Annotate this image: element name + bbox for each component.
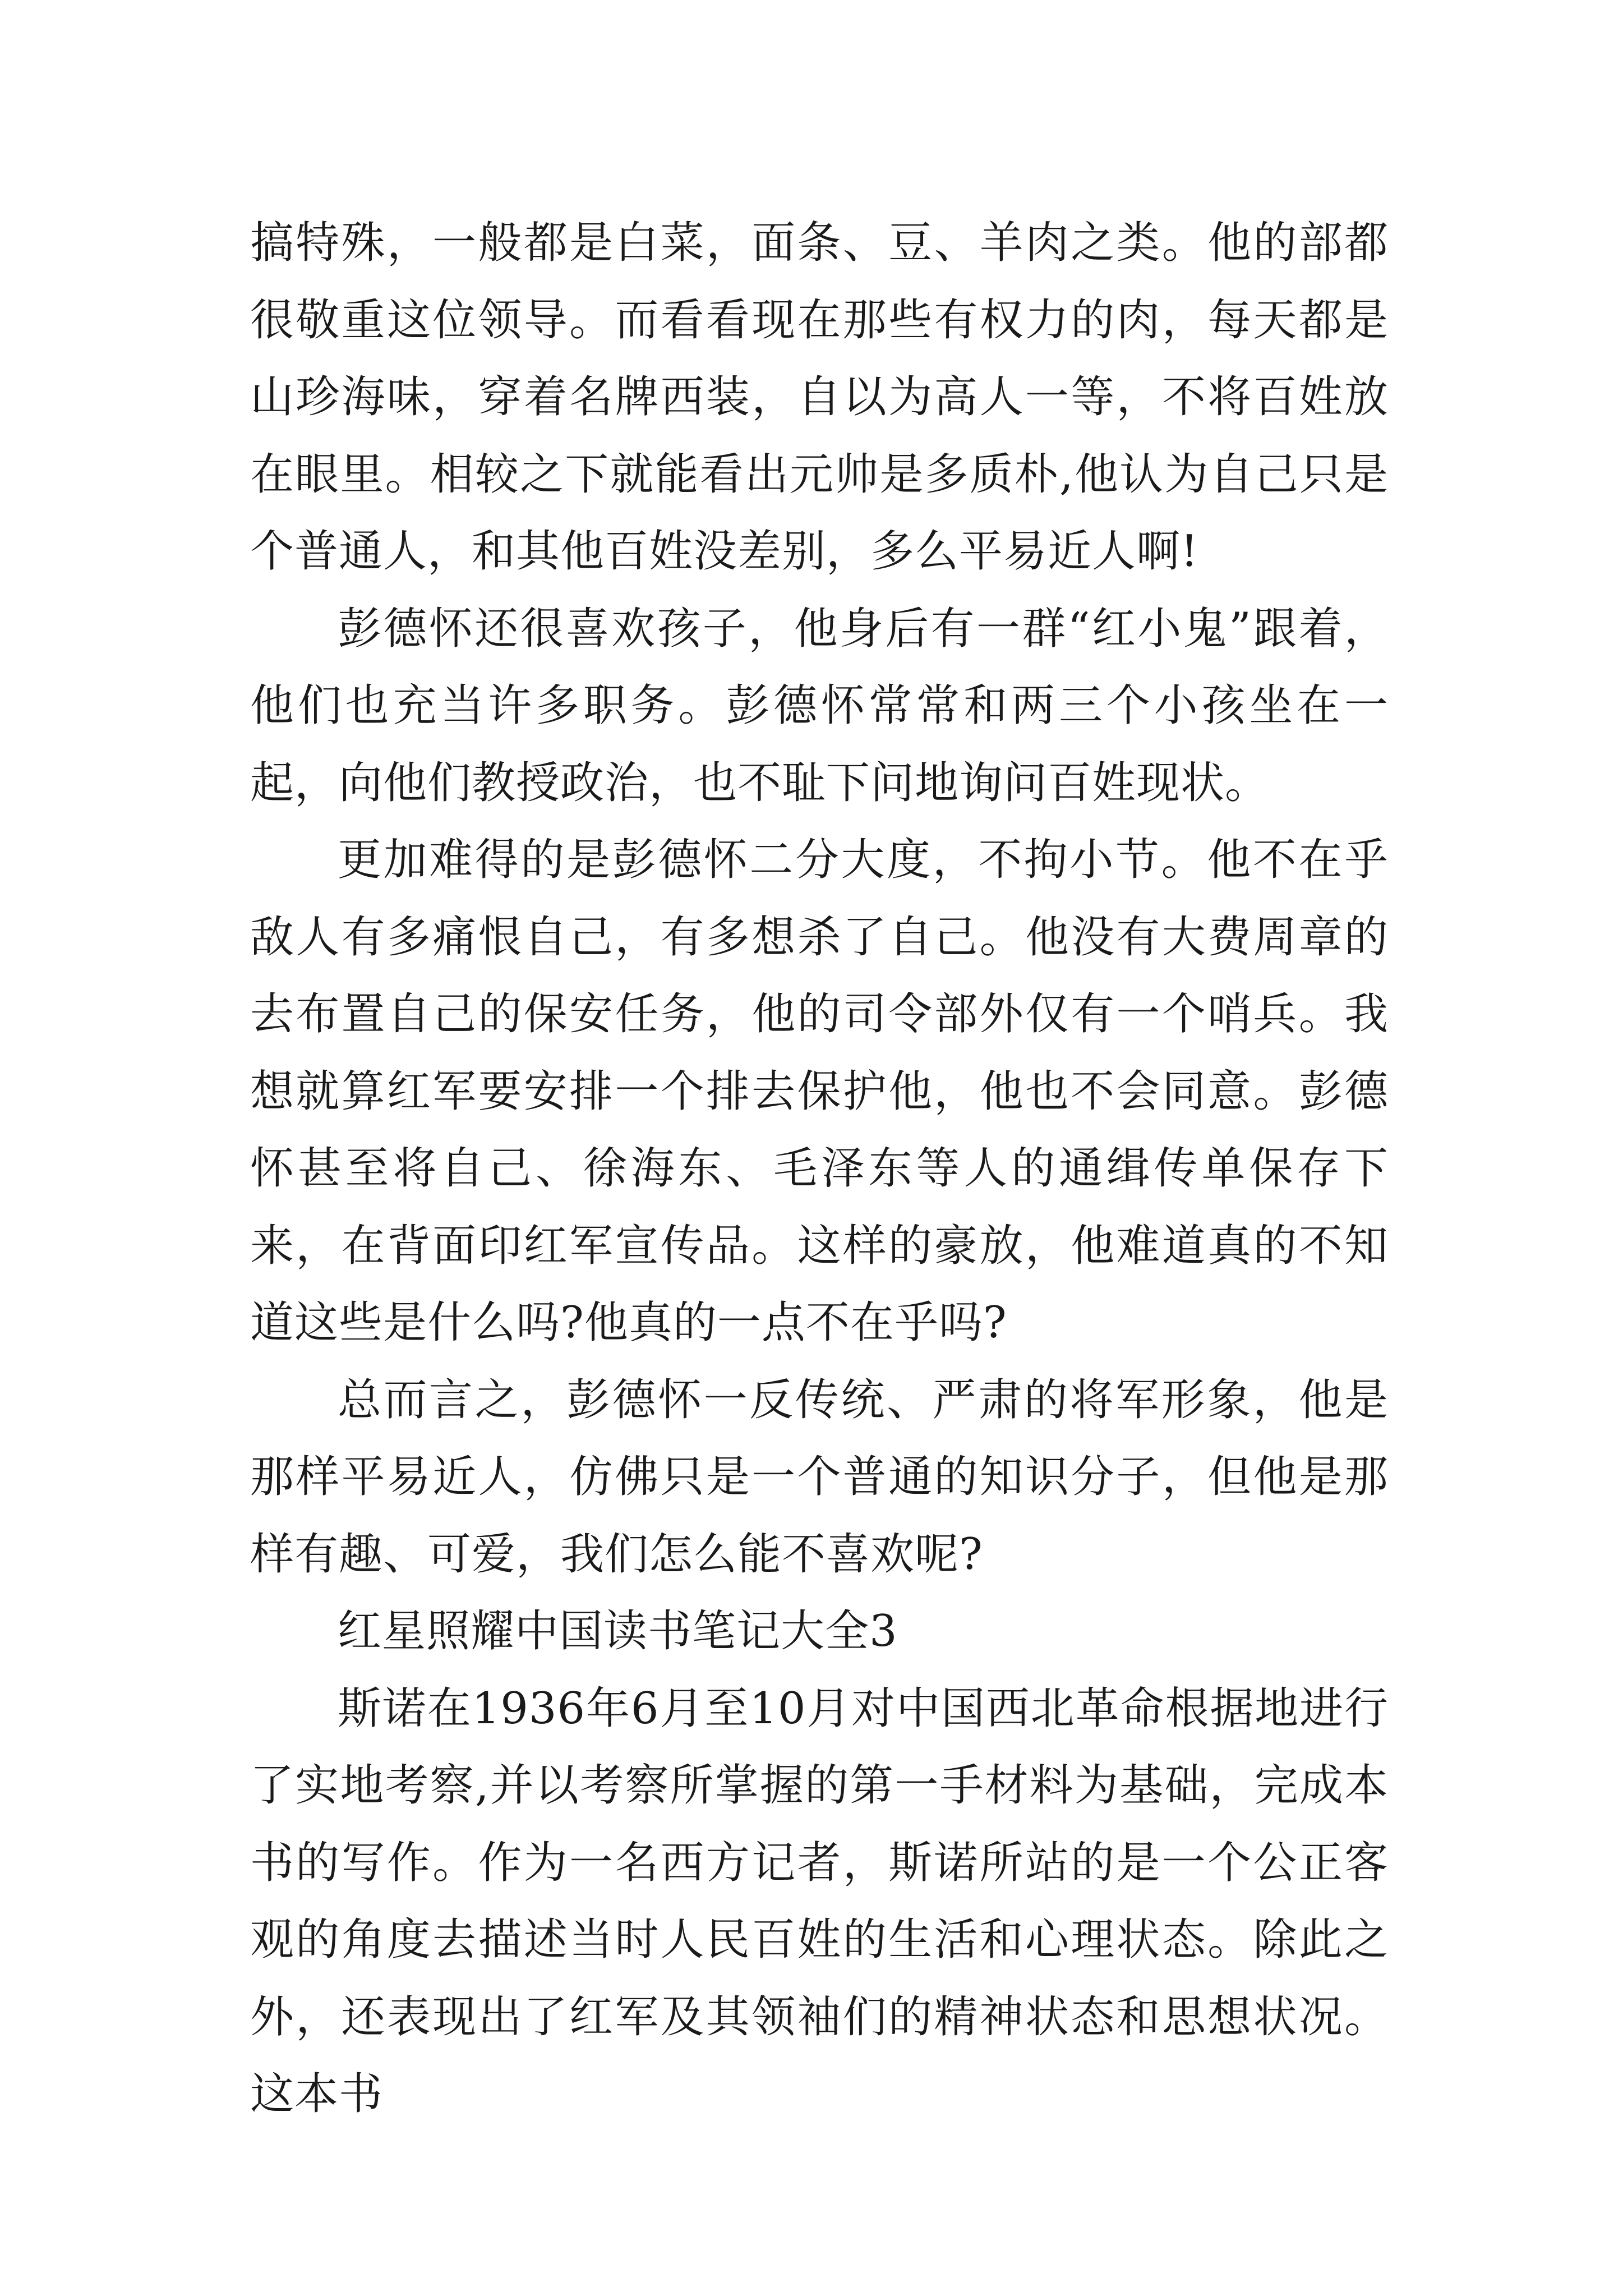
paragraph-snow-intro: 斯诺在1936年6月至10月对中国西北革命根据地进行了实地考察,并以考察所掌握的第一手材料为基础，完成本书的写作。作为一名西方记者，斯诺所站的是一个公正客观的角度去描述当时人民百姓的生活和心理状态。除此之外，还表现出了红军及其领袖们的精神状态和思想状况。这本书 [250,1683,1389,2119]
paragraph-continuation: 搞特殊，一般都是白菜，面条、豆、羊肉之类。他的部都很敬重这位领导。而看看现在那些有权力的肉，每天都是山珍海味，穿着名牌西装，自以为高人一等，不将百姓放在眼里。相较之下就能看出元帅是多质朴,他认为自己只是个普通人，和其他百姓没差别，多么平易近人啊! [250,218,1389,577]
document-body [250,205,1389,2133]
paragraph-generosity: 更加难得的是彭德怀二分大度，不拘小节。他不在乎敌人有多痛恨自己，有多想杀了自己。他没有大费周章的去布置自己的保安任务，他的司令部外仅有一个哨兵。我想就算红军要安排一个排去保护他，他也不会同意。彭德怀甚至将自己、徐海东、毛泽东等人的通缉传单保存下来，在背面印红军宣传品。这样的豪放，他难道真的不知道这些是什么吗?他真的一点不在乎吗? [250,835,1389,1348]
paragraph-children: 彭德怀还很喜欢孩子，他身后有一群“红小鬼”跟着，他们也充当许多职务。彭德怀常常和两三个小孩坐在一起，向他们教授政治，也不耻下问地询问百姓现状。 [250,603,1389,808]
section-heading: 红星照耀中国读书笔记大全3 [338,1606,898,1657]
paragraph-conclusion: 总而言之，彭德怀一反传统、严肃的将军形象，他是那样平易近人，仿佛只是一个普通的知识分子，但他是那样有趣、可爱，我们怎么能不喜欢呢? [250,1374,1389,1580]
